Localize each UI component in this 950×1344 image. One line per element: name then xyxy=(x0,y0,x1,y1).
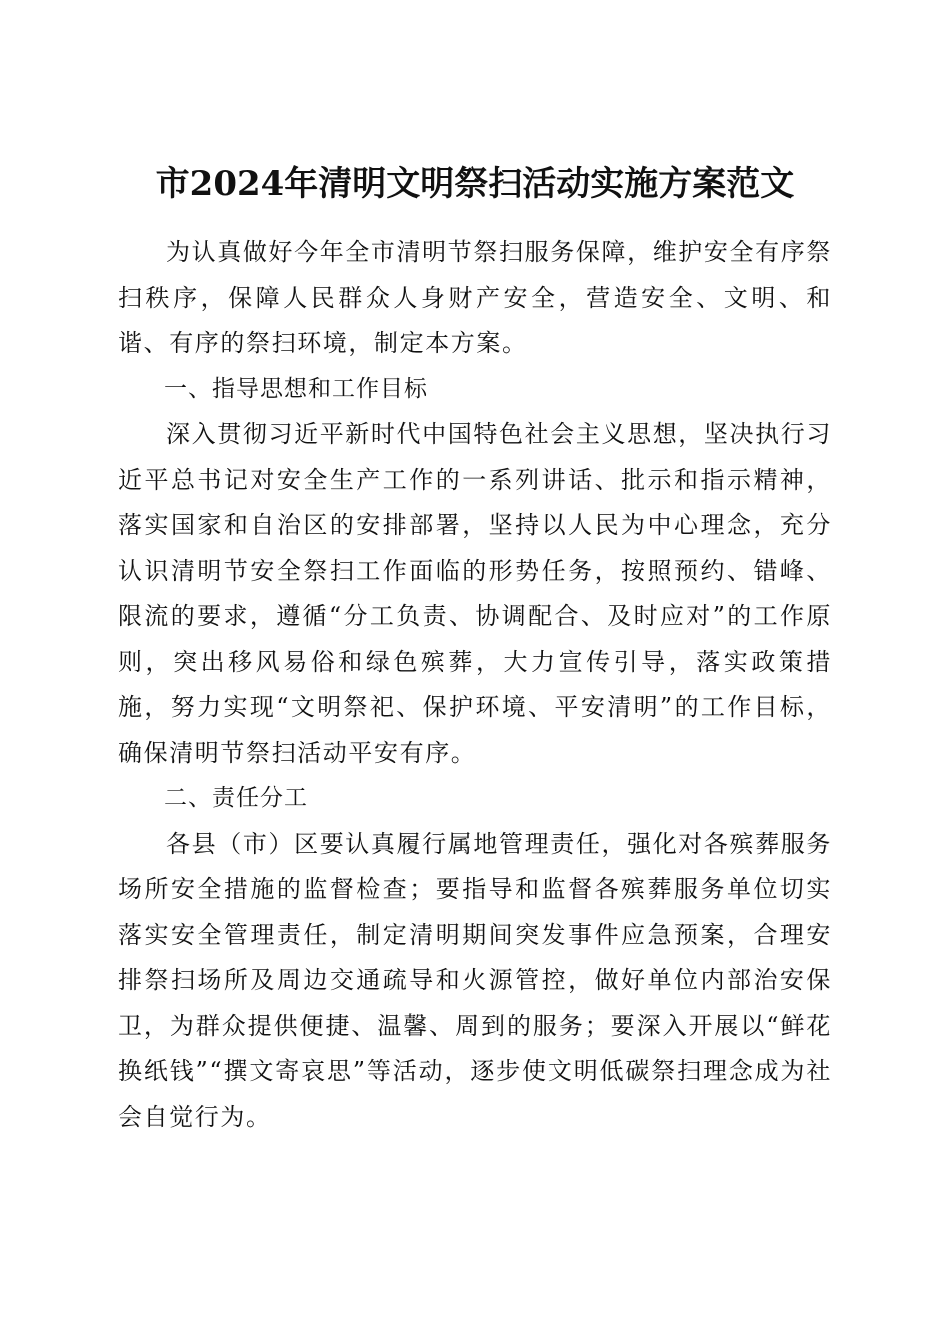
section-heading-guiding-principles: 一、指导思想和工作目标 xyxy=(164,375,428,402)
document-title: 市2024年清明文明祭扫活动实施方案范文 xyxy=(155,163,795,204)
section-heading-responsibilities: 二、责任分工 xyxy=(164,785,308,811)
section-body-responsibilities: 各县（市）区要认真履行属地管理责任，强化对各殡葬服务场所安全措施的监督检查；要指导和监督各殡葬服务单位切实落实安全管理责任，制定清明期间突发事件应急预案，合理安排祭扫场所及周边交通疏导和火源管控，做好单位内部治安保卫，为群众提供便捷、温馨、周到的服务；要深入开展以“鲜花换纸钱”“撰文寄哀思”等活动，逐步使文明低碳祭扫理念成为社会自觉行为。 xyxy=(118,829,832,1131)
intro-paragraph: 为认真做好今年全市清明节祭扫服务保障，维护安全有序祭扫秩序，保障人民群众人身财产安全，营造安全、文明、和谐、有序的祭扫环境，制定本方案。 xyxy=(118,238,832,357)
document-body xyxy=(118,230,832,1140)
section-body-guiding-principles: 深入贯彻习近平新时代中国特色社会主义思想，坚决执行习近平总书记对安全生产工作的一系列讲话、批示和指示精神，落实国家和自治区的安排部署，坚持以人民为中心理念，充分认识清明节安全祭扫工作面临的形势任务，按照预约、错峰、限流的要求，遵循“分工负责、协调配合、及时应对”的工作原则，突出移风易俗和绿色殡葬，大力宣传引导，落实政策措施，努力实现“文明祭祀、保护环境、平安清明”的工作目标，确保清明节祭扫活动平安有序。 xyxy=(118,420,832,767)
